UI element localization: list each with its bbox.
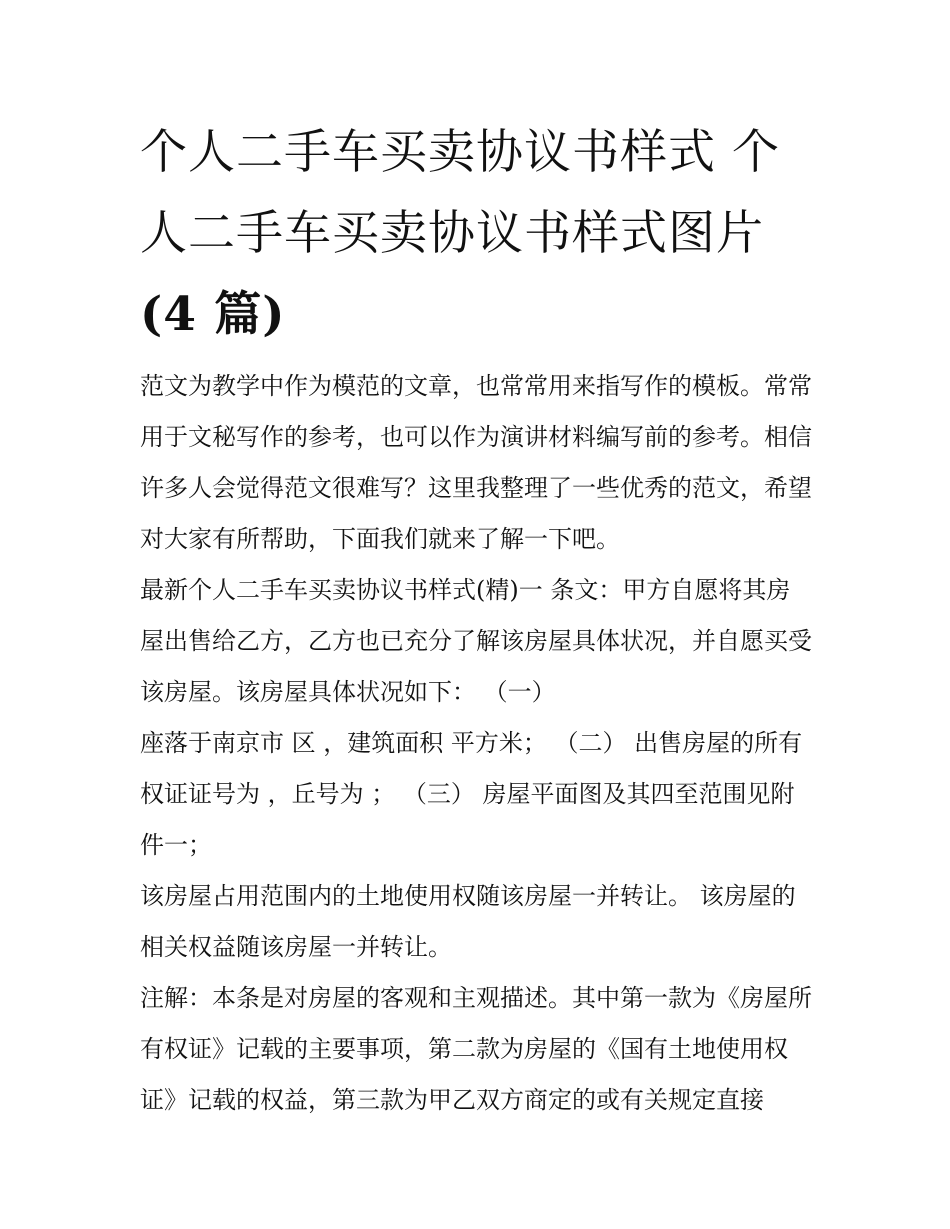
paragraph-annotation: 注解：本条是对房屋的客观和主观描述。其中第一款为《房屋所有权证》记载的主要事项，第二款为房屋的《国有土地使用权证》记载的权益，第三款为甲乙双方商定的或有关规定直接 [140, 984, 812, 1114]
document-title-suffix: (4 篇) [140, 287, 286, 342]
document-page [140, 112, 812, 1126]
paragraph-land-use-rights: 该房屋占用范围内的土地使用权随该房屋一并转让。 该房屋的相关权益随该房屋一并转让。 [140, 882, 796, 961]
paragraph-intro: 范文为教学中作为模范的文章，也常常用来指写作的模板。常常用于文秘写作的参考，也可以作为演讲材料编写前的参考。相信许多人会觉得范文很难写？这里我整理了一些优秀的范文，希望对大家有所帮助，下面我们就来了解一下吧。 [140, 372, 812, 553]
document-body [140, 361, 812, 1126]
paragraph-property-details: 座落于南京市 区 ，建筑面积 平方米； （二） 出售房屋的所有权证证号为 ，丘号为 ； （三） 房屋平面图及其四至范围见附件一； [140, 729, 803, 859]
document-title-main: 个人二手车买卖协议书样式 个人二手车买卖协议书样式图片 [140, 125, 780, 261]
document-title [140, 112, 812, 355]
paragraph-article-text: 最新个人二手车买卖协议书样式(精)一 条文：甲方自愿将其房屋出售给乙方，乙方也已充分了解该房屋具体状况，并自愿买受该房屋。该房屋具体状况如下： （一） [140, 576, 812, 706]
